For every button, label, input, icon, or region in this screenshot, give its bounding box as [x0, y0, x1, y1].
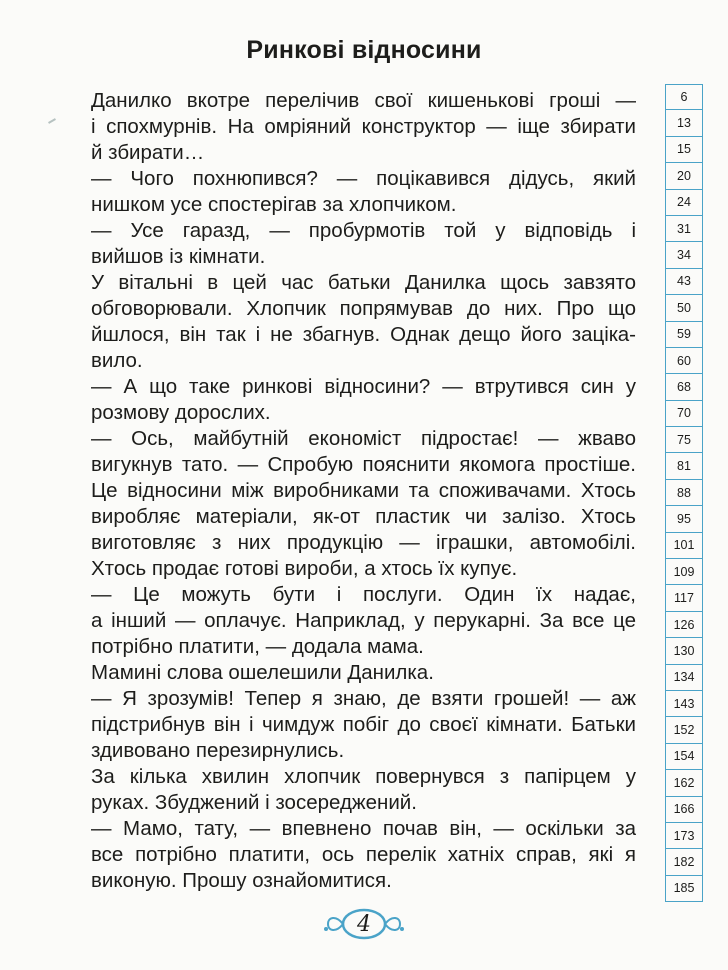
word-count-cell: 134	[666, 665, 702, 691]
word-count-cell: 59	[666, 322, 702, 348]
word-count-cell: 31	[666, 216, 702, 242]
text-line: все потрібно платити, ось перелік хатніх справ, які я	[91, 843, 636, 866]
page-number: 4	[357, 911, 371, 937]
word-count-cell: 185	[666, 876, 702, 902]
text-line: потрібно платити, — додала мама.	[91, 635, 424, 658]
text-line: — Мамо, тату, — впевнено почав він, — оскільки за	[91, 817, 636, 840]
word-count-cell: 109	[666, 559, 702, 585]
word-count-cell: 81	[666, 453, 702, 479]
word-count-cell: 88	[666, 480, 702, 506]
word-count-cell: 152	[666, 717, 702, 743]
text-line: руках. Збуджений і зосереджений.	[91, 791, 417, 814]
text-line: йшлося, він так і не збагнув. Однак дещо його зацікa-	[91, 323, 636, 346]
word-count-cell: 130	[666, 638, 702, 664]
text-line: — А що таке ринкові відносини? — втрутився син у	[91, 375, 636, 398]
word-count-cell: 143	[666, 691, 702, 717]
text-line: За кілька хвилин хлопчик повернувся з папірцем у	[91, 765, 636, 788]
text-line: і спохмурнів. На омріяний конструктор — іще збирати	[91, 115, 636, 138]
text-line: Данилко вкотре перелічив свої кишенькові гроші —	[91, 89, 636, 112]
word-count-cell: 68	[666, 374, 702, 400]
word-count-cell: 117	[666, 585, 702, 611]
text-line: й збирати…	[91, 141, 205, 164]
text-line: вийшов із кімнати.	[91, 245, 266, 268]
word-count-cell: 75	[666, 427, 702, 453]
word-count-cell: 60	[666, 348, 702, 374]
word-count-cell: 13	[666, 110, 702, 136]
word-count-cell: 50	[666, 295, 702, 321]
text-line: а інший — оплачує. Наприклад, у перукарні. За все це	[91, 609, 636, 632]
text-line: виготовляє з них продукцію — іграшки, автомобілі.	[91, 531, 636, 554]
word-count-cell: 166	[666, 797, 702, 823]
text-line: вило.	[91, 349, 143, 372]
text-line: — Чого похнюпився? — поцікавився дідусь, який	[91, 167, 636, 190]
word-count-cell: 182	[666, 849, 702, 875]
word-count-column	[665, 84, 703, 902]
word-count-cell: 173	[666, 823, 702, 849]
text-line: Це відносини між виробниками та споживачами. Хтось	[91, 479, 636, 502]
text-line: нишком усе спостерігав за хлопчиком.	[91, 193, 457, 216]
text-line: Мамині слова ошелешили Данилка.	[91, 661, 434, 684]
word-count-cell: 154	[666, 744, 702, 770]
text-line: вигукнув тато. — Спробую пояснити якомога простіше.	[91, 453, 636, 476]
word-count-cell: 101	[666, 533, 702, 559]
word-count-cell: 15	[666, 137, 702, 163]
text-line: розмову дорослих.	[91, 401, 271, 424]
text-line: — Ось, майбутній економіст підростає! — жваво	[91, 427, 636, 450]
text-line: У вітальні в цей час батьки Данилка щось завзято	[91, 271, 636, 294]
text-line: виробляє матеріали, як-от пластик чи залізо. Хтось	[91, 505, 636, 528]
text-line: підстрибнув він і чимдуж побіг до своєї кімнати. Батьки	[91, 713, 636, 736]
word-count-cell: 43	[666, 269, 702, 295]
word-count-cell: 70	[666, 401, 702, 427]
word-count-cell: 126	[666, 612, 702, 638]
text-line: — Усе гаразд, — пробурмотів той у відповідь і	[91, 219, 636, 242]
page-title: Ринкові відносини	[246, 36, 482, 64]
word-count-cell: 95	[666, 506, 702, 532]
word-count-cell: 24	[666, 190, 702, 216]
text-line: здивовано перезирнулись.	[91, 739, 345, 762]
word-count-cell: 6	[666, 84, 702, 110]
page-number-badge	[322, 907, 406, 941]
text-line: виконую. Прошу ознайомитися.	[91, 869, 392, 892]
word-count-cell: 20	[666, 163, 702, 189]
text-line: обговорювали. Хлопчик попрямував до них. Про що	[91, 297, 636, 320]
word-count-cell: 34	[666, 242, 702, 268]
word-count-cell: 162	[666, 770, 702, 796]
text-line: Хтось продає готові вироби, а хтось їх купує.	[91, 557, 518, 580]
text-line: — Я зрозумів! Тепер я знаю, де взяти грошей! — аж	[91, 687, 636, 710]
text-line: — Це можуть бути і послуги. Один їх надає,	[91, 583, 636, 606]
